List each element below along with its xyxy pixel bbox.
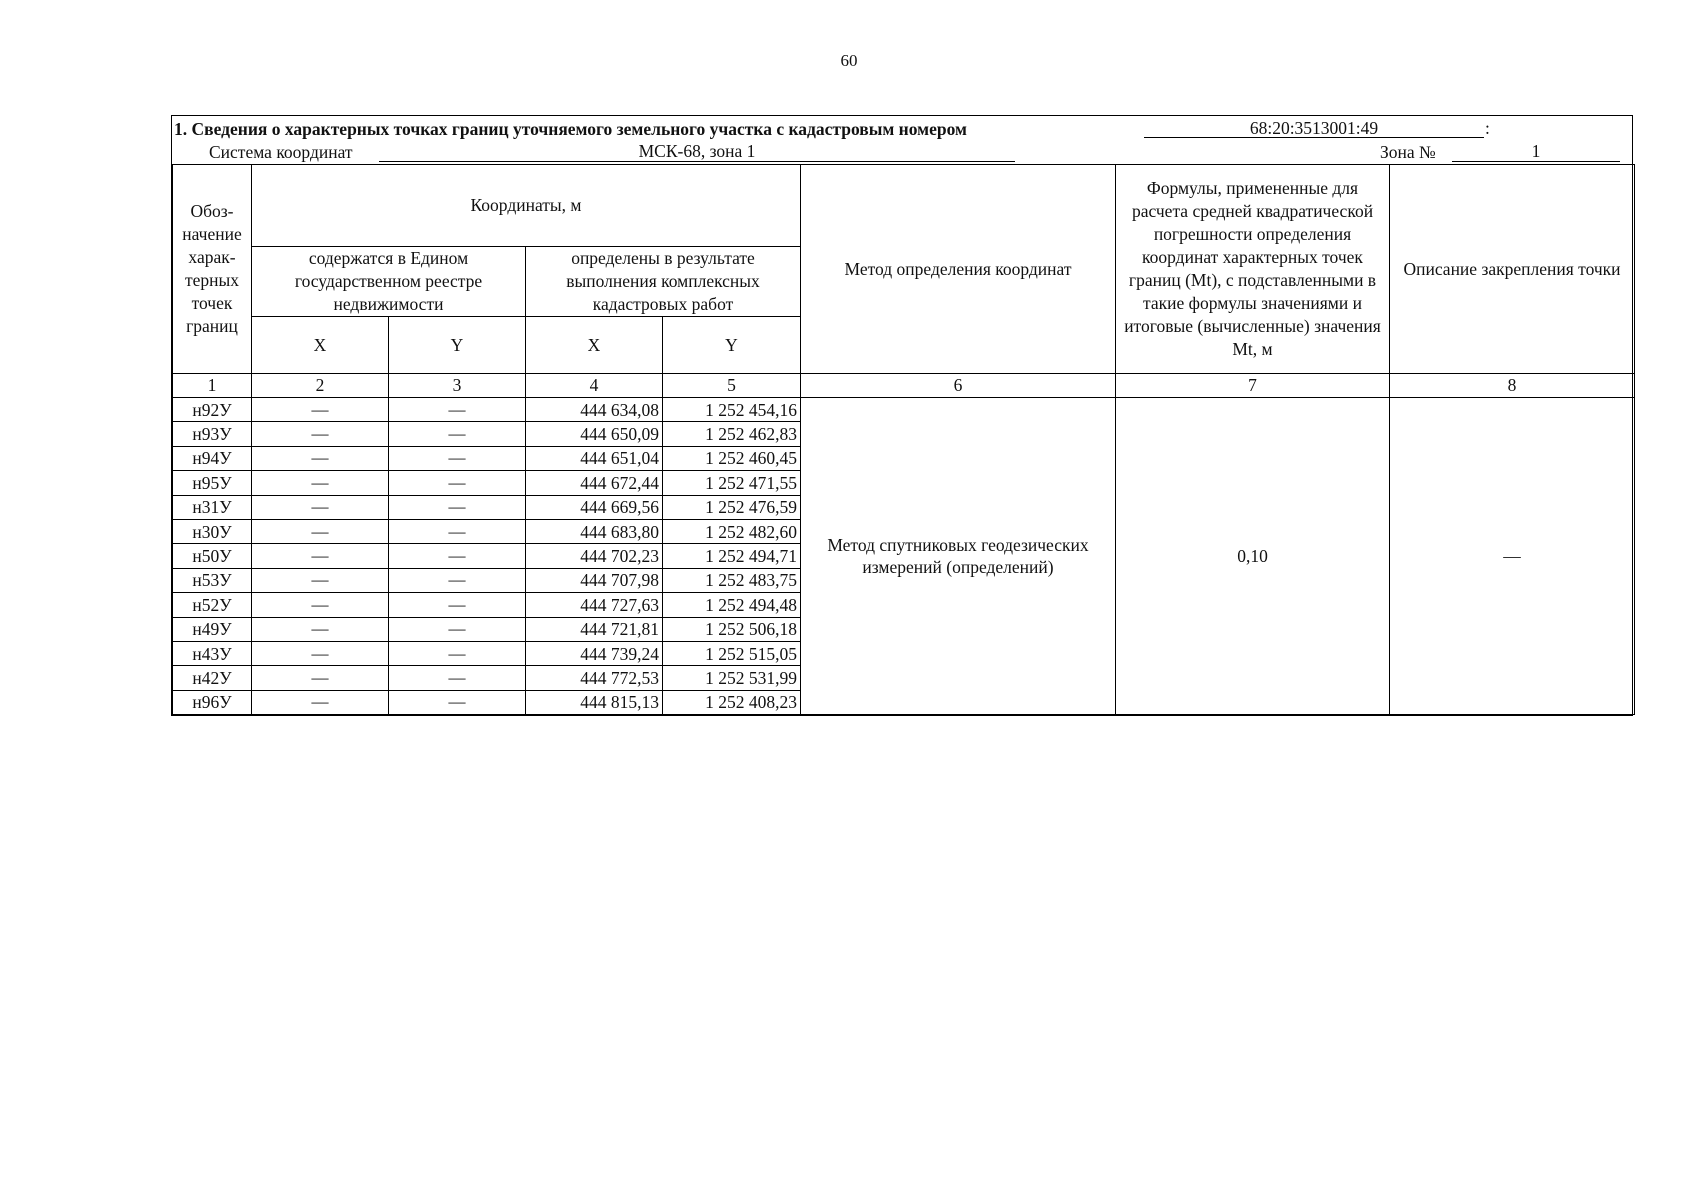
registry-x-cell: — (252, 617, 389, 641)
table-header (173, 165, 1635, 398)
registry-x-cell: — (252, 641, 389, 665)
registry-y-cell: — (389, 544, 526, 568)
header-coordinates: Координаты, м (252, 165, 801, 247)
point-designation-cell: н53У (173, 568, 252, 592)
point-designation-cell: н49У (173, 617, 252, 641)
registry-y-cell: — (389, 471, 526, 495)
registry-x-cell: — (252, 666, 389, 690)
coordinate-y-cell: 1 252 460,45 (663, 446, 801, 470)
registry-y-cell: — (389, 398, 526, 422)
header-method: Метод определения координат (801, 165, 1116, 374)
coordinate-y-cell: 1 252 506,18 (663, 617, 801, 641)
coordinate-x-cell: 444 739,24 (526, 641, 663, 665)
registry-x-cell: — (252, 690, 389, 714)
coordinate-x-cell: 444 669,56 (526, 495, 663, 519)
header-registry-x: X (252, 317, 389, 374)
point-designation-cell: н92У (173, 398, 252, 422)
column-number: 8 (1390, 374, 1635, 398)
coordinate-system-line (172, 140, 1632, 164)
point-designation-cell: н93У (173, 422, 252, 446)
cadastral-number: 68:20:3513001:49 (1144, 119, 1484, 138)
coordinate-x-cell: 444 707,98 (526, 568, 663, 592)
coordinate-y-cell: 1 252 408,23 (663, 690, 801, 714)
registry-y-cell: — (389, 446, 526, 470)
coordinate-x-cell: 444 815,13 (526, 690, 663, 714)
table-row (173, 398, 1635, 422)
boundary-points-table (172, 164, 1635, 715)
coordinate-x-cell: 444 634,08 (526, 398, 663, 422)
registry-y-cell: — (389, 617, 526, 641)
point-designation-cell: н30У (173, 519, 252, 543)
column-number: 4 (526, 374, 663, 398)
point-designation-cell: н50У (173, 544, 252, 568)
column-number: 7 (1116, 374, 1390, 398)
coordinate-y-cell: 1 252 476,59 (663, 495, 801, 519)
coordinate-system-value: МСК-68, зона 1 (379, 142, 1015, 162)
registry-x-cell: — (252, 519, 389, 543)
header-formulas: Формулы, примененные для расчета средней квадратической погрешности определения координат характерных точек границ (Mt), с подставленными в такие формулы значениями и итоговые (вычисленные) значения Mt, м (1116, 165, 1390, 374)
coordinate-x-cell: 444 702,23 (526, 544, 663, 568)
registry-y-cell: — (389, 666, 526, 690)
coordinate-system-label: Система координат (209, 142, 353, 162)
coordinate-x-cell: 444 651,04 (526, 446, 663, 470)
registry-y-cell: — (389, 495, 526, 519)
column-number: 1 (173, 374, 252, 398)
column-number: 3 (389, 374, 526, 398)
section-heading: 1. Сведения о характерных точках границ уточняемого земельного участка с кадастровым номером (174, 119, 967, 139)
coordinate-y-cell: 1 252 471,55 (663, 471, 801, 495)
point-designation-cell: н95У (173, 471, 252, 495)
header-in-registry: содержатся в Едином государственном реестре недвижимости (252, 247, 526, 317)
coordinate-y-cell: 1 252 454,16 (663, 398, 801, 422)
registry-x-cell: — (252, 446, 389, 470)
coordinate-y-cell: 1 252 482,60 (663, 519, 801, 543)
registry-x-cell: — (252, 495, 389, 519)
mt-value-cell: 0,10 (1116, 398, 1390, 715)
point-designation-cell: н31У (173, 495, 252, 519)
registry-x-cell: — (252, 471, 389, 495)
coordinate-x-cell: 444 650,09 (526, 422, 663, 446)
registry-y-cell: — (389, 519, 526, 543)
fixing-description-cell: — (1390, 398, 1635, 715)
coordinate-x-cell: 444 683,80 (526, 519, 663, 543)
registry-x-cell: — (252, 593, 389, 617)
column-number: 2 (252, 374, 389, 398)
point-designation-cell: н94У (173, 446, 252, 470)
point-designation-cell: н43У (173, 641, 252, 665)
coordinate-y-cell: 1 252 531,99 (663, 666, 801, 690)
coordinate-y-cell: 1 252 462,83 (663, 422, 801, 446)
method-cell: Метод спутниковых геодезических измерений (определений) (801, 398, 1116, 715)
header-determined-x: X (526, 317, 663, 374)
column-number: 6 (801, 374, 1116, 398)
registry-x-cell: — (252, 422, 389, 446)
registry-y-cell: — (389, 690, 526, 714)
registry-x-cell: — (252, 398, 389, 422)
header-fixing: Описание закрепления точки (1390, 165, 1635, 374)
point-designation-cell: н96У (173, 690, 252, 714)
coordinate-y-cell: 1 252 494,48 (663, 593, 801, 617)
coordinate-x-cell: 444 672,44 (526, 471, 663, 495)
point-designation-cell: н42У (173, 666, 252, 690)
column-number-row (173, 374, 1635, 398)
section-heading-line (172, 116, 1632, 140)
boundary-points-sheet (171, 115, 1633, 716)
registry-y-cell: — (389, 641, 526, 665)
coordinate-y-cell: 1 252 483,75 (663, 568, 801, 592)
header-registry-y: Y (389, 317, 526, 374)
coordinate-y-cell: 1 252 494,71 (663, 544, 801, 568)
page-number: 60 (840, 51, 858, 70)
header-determined: определены в результате выполнения комплексных кадастровых работ (526, 247, 801, 317)
coordinate-x-cell: 444 721,81 (526, 617, 663, 641)
zone-label: Зона № (1380, 142, 1436, 162)
coordinate-x-cell: 444 727,63 (526, 593, 663, 617)
zone-value: 1 (1452, 142, 1620, 162)
heading-colon: : (1485, 118, 1490, 138)
registry-y-cell: — (389, 593, 526, 617)
coordinate-x-cell: 444 772,53 (526, 666, 663, 690)
registry-x-cell: — (252, 568, 389, 592)
registry-y-cell: — (389, 422, 526, 446)
registry-x-cell: — (252, 544, 389, 568)
table-body (173, 398, 1635, 715)
header-point-designation: Обоз-начение харак-терных точек границ (173, 165, 252, 374)
header-determined-y: Y (663, 317, 801, 374)
point-designation-cell: н52У (173, 593, 252, 617)
column-number: 5 (663, 374, 801, 398)
registry-y-cell: — (389, 568, 526, 592)
coordinate-y-cell: 1 252 515,05 (663, 641, 801, 665)
